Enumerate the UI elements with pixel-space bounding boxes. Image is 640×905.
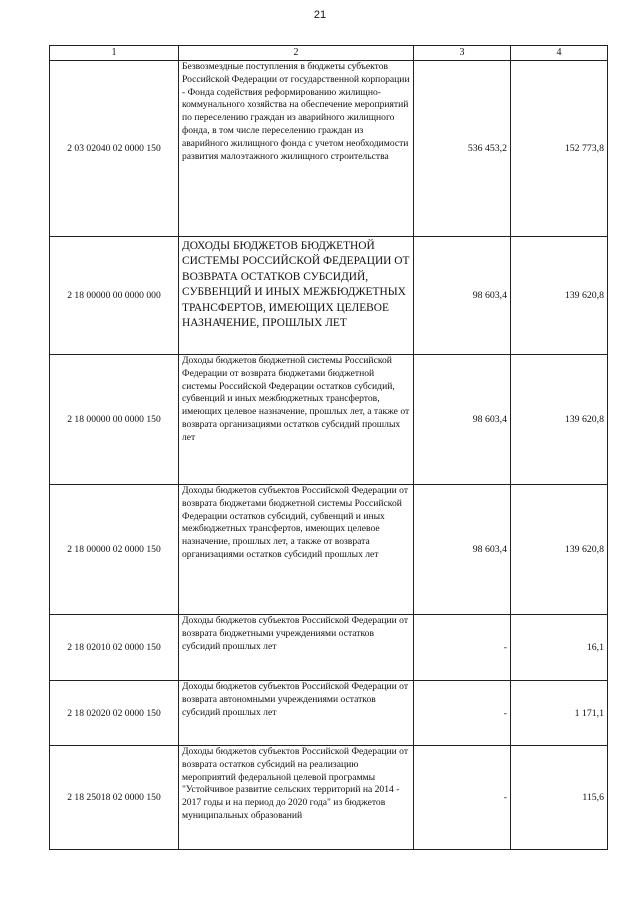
header-row xyxy=(50,46,608,61)
budget-table xyxy=(49,45,608,850)
table-row xyxy=(50,61,608,237)
amount-column-4: 115,6 xyxy=(511,746,608,850)
header-cell-4: 4 xyxy=(511,46,608,61)
amount-column-3: 98 603,4 xyxy=(414,237,511,355)
table-row xyxy=(50,485,608,615)
amount-column-4: 1 171,1 xyxy=(511,681,608,746)
table-row xyxy=(50,355,608,485)
table-row xyxy=(50,681,608,746)
classification-code: 2 18 25018 02 0000 150 xyxy=(50,746,179,850)
page-number: 21 xyxy=(313,9,327,21)
table-row xyxy=(50,746,608,850)
amount-column-3: - xyxy=(414,615,511,681)
amount-column-4: 139 620,8 xyxy=(511,237,608,355)
revenue-description: Доходы бюджетов бюджетной системы Российской Федерации от возврата бюджетами бюджетной системы Российской Федерации остатков субсидий, субвенций и иных межбюджетных трансфертов, имеющих целевое назначение, прошлых лет, а также от возврата организациями остатков субсидий прошлых лет xyxy=(179,355,414,485)
classification-code: 2 18 00000 02 0000 150 xyxy=(50,485,179,615)
classification-code: 2 03 02040 02 0000 150 xyxy=(50,61,179,237)
revenue-description: Доходы бюджетов субъектов Российской Федерации от возврата бюджетами бюджетной системы Российской Федерации остатков субсидий, субвенций и иных межбюджетных трансфертов, имеющих целевое назначение, прошлых лет, а также от возврата организациями остатков субсидий прошлых лет xyxy=(179,485,414,615)
classification-code: 2 18 00000 00 0000 000 xyxy=(50,237,179,355)
revenue-description: Безвозмездные поступления в бюджеты субъектов Российской Федерации от государственной корпорации - Фонда содействия реформированию жилищно-коммунального хозяйства на обеспечение мероприятий по переселению граждан из аварийного жилищного фонда, в том числе переселению граждан из аварийного жилищного фонда с учетом необходимости развития малоэтажного жилищного строительства xyxy=(179,61,414,237)
header-cell-3: 3 xyxy=(414,46,511,61)
amount-column-3: - xyxy=(414,746,511,850)
header-cell-1: 1 xyxy=(50,46,179,61)
revenue-description: Доходы бюджетов субъектов Российской Федерации от возврата автономными учреждениями остатков субсидий прошлых лет xyxy=(179,681,414,746)
classification-code: 2 18 00000 00 0000 150 xyxy=(50,355,179,485)
amount-column-4: 16,1 xyxy=(511,615,608,681)
amount-column-3: 98 603,4 xyxy=(414,485,511,615)
table-row xyxy=(50,237,608,355)
amount-column-3: - xyxy=(414,681,511,746)
revenue-description: Доходы бюджетов субъектов Российской Федерации от возврата бюджетными учреждениями остатков субсидий прошлых лет xyxy=(179,615,414,681)
header-cell-2: 2 xyxy=(179,46,414,61)
amount-column-4: 139 620,8 xyxy=(511,355,608,485)
revenue-description: ДОХОДЫ БЮДЖЕТОВ БЮДЖЕТНОЙ СИСТЕМЫ РОССИЙСКОЙ ФЕДЕРАЦИИ ОТ ВОЗВРАТА ОСТАТКОВ СУБСИДИЙ, СУБВЕНЦИЙ И ИНЫХ МЕЖБЮДЖЕТНЫХ ТРАНСФЕРТОВ, ИМЕЮЩИХ ЦЕЛЕВОЕ НАЗНАЧЕНИЕ, ПРОШЛЫХ ЛЕТ xyxy=(179,237,414,355)
table-row xyxy=(50,615,608,681)
classification-code: 2 18 02010 02 0000 150 xyxy=(50,615,179,681)
classification-code: 2 18 02020 02 0000 150 xyxy=(50,681,179,746)
amount-column-4: 152 773,8 xyxy=(511,61,608,237)
amount-column-3: 98 603,4 xyxy=(414,355,511,485)
amount-column-3: 536 453,2 xyxy=(414,61,511,237)
amount-column-4: 139 620,8 xyxy=(511,485,608,615)
revenue-description: Доходы бюджетов субъектов Российской Федерации от возврата остатков субсидий на реализацию мероприятий федеральной целевой программы "Устойчивое развитие сельских территорий на 2014 - 2017 годы и на период до 2020 года" из бюджетов муниципальных образований xyxy=(179,746,414,850)
